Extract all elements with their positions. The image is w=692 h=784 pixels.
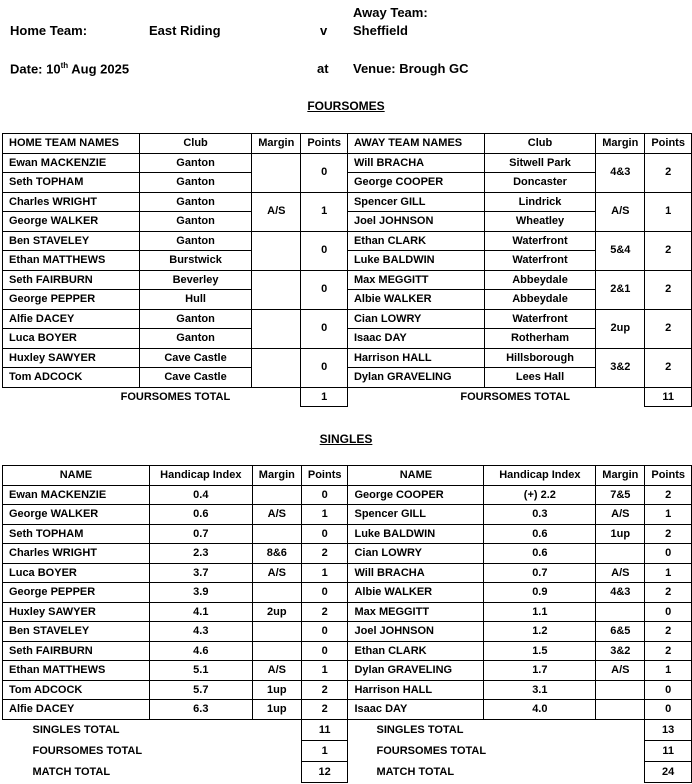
home-margin: 2up — [252, 602, 301, 622]
table-row — [3, 680, 692, 700]
away-margin: 2up — [596, 309, 645, 348]
away-player-name: Cian LOWRY — [347, 309, 484, 329]
table-row — [3, 368, 692, 388]
away-player-club: Abbeydale — [484, 290, 596, 310]
away-player-name: Ethan CLARK — [347, 231, 484, 251]
away-player-name: Albie WALKER — [348, 583, 484, 603]
home-points: 1 — [301, 563, 348, 583]
home-handicap: 6.3 — [149, 700, 252, 720]
home-points: 1 — [301, 192, 348, 231]
away-handicap: 0.9 — [484, 583, 596, 603]
home-player-club: Burstwick — [139, 251, 251, 271]
away-margin: 2&1 — [596, 270, 645, 309]
home-handicap: 3.7 — [149, 563, 252, 583]
away-margin: 6&5 — [596, 622, 645, 642]
home-player-name: Ethan MATTHEWS — [3, 661, 150, 681]
away-player-name: Ethan CLARK — [348, 641, 484, 661]
away-handicap: 0.7 — [484, 563, 596, 583]
home-foursomes-total: 1 — [301, 387, 348, 407]
home-player-name: Tom ADCOCK — [3, 368, 140, 388]
away-handicap: (+) 2.2 — [484, 485, 596, 505]
handicap-header: Handicap Index — [484, 466, 596, 486]
away-margin: A/S — [596, 192, 645, 231]
home-points: 2 — [301, 700, 348, 720]
home-player-name: Seth FAIRBURN — [3, 270, 140, 290]
away-points: 2 — [645, 641, 692, 661]
foursomes-total-label: FOURSOMES TOTAL — [120, 390, 231, 403]
away-player-name: Will BRACHA — [348, 563, 484, 583]
away-player-name: Will BRACHA — [347, 153, 484, 173]
home-player-name: Huxley SAWYER — [3, 348, 140, 368]
away-points: 0 — [645, 544, 692, 564]
away-points: 1 — [645, 505, 692, 525]
table-row — [3, 173, 692, 193]
away-margin: A/S — [596, 505, 645, 525]
home-margin: A/S — [252, 192, 301, 231]
away-player-name: Cian LOWRY — [348, 544, 484, 564]
away-margin — [596, 544, 645, 564]
totals-row — [3, 761, 692, 782]
home-player-name: George PEPPER — [3, 290, 140, 310]
home-margin — [252, 309, 301, 348]
total-label: SINGLES TOTAL — [376, 723, 464, 736]
points-header: Points — [645, 466, 692, 486]
table-row — [3, 622, 692, 642]
away-team-label: Away Team: — [353, 5, 428, 20]
table-row — [3, 485, 692, 505]
home-player-club: Ganton — [139, 173, 251, 193]
total-label: MATCH TOTAL — [32, 765, 111, 778]
table-row — [3, 661, 692, 681]
table-row — [3, 700, 692, 720]
away-player-name: George COOPER — [347, 173, 484, 193]
away-player-name: Luke BALDWIN — [348, 524, 484, 544]
away-handicap: 1.5 — [484, 641, 596, 661]
away-margin — [596, 602, 645, 622]
margin-header: Margin — [252, 134, 301, 154]
home-player-name: George WALKER — [3, 212, 140, 232]
singles-table — [2, 465, 692, 783]
name-header: NAME — [3, 466, 150, 486]
home-player-name: Alfie DACEY — [3, 700, 150, 720]
away-player-club: Lees Hall — [484, 368, 596, 388]
away-points: 2 — [645, 524, 692, 544]
away-handicap: 1.2 — [484, 622, 596, 642]
away-points: 0 — [645, 680, 692, 700]
away-player-name: Harrison HALL — [348, 680, 484, 700]
points-header: Points — [301, 134, 348, 154]
away-team-name: Sheffield — [353, 23, 408, 38]
table-row — [3, 563, 692, 583]
away-player-club: Hillsborough — [484, 348, 596, 368]
total-label: FOURSOMES TOTAL — [376, 744, 487, 757]
home-names-header: HOME TEAM NAMES — [3, 134, 140, 154]
table-row — [3, 329, 692, 349]
at-label: at — [317, 61, 329, 76]
home-player-name: Seth TOPHAM — [3, 524, 150, 544]
away-player-name: Max MEGGITT — [347, 270, 484, 290]
away-foursomes-total: 11 — [645, 387, 692, 407]
away-points: 2 — [645, 153, 692, 192]
home-handicap: 5.1 — [149, 661, 252, 681]
away-margin: 7&5 — [596, 485, 645, 505]
away-margin — [596, 700, 645, 720]
home-player-name: Ewan MACKENZIE — [3, 153, 140, 173]
home-player-club: Ganton — [139, 212, 251, 232]
away-points: 2 — [645, 485, 692, 505]
home-margin: A/S — [252, 661, 301, 681]
home-margin — [252, 524, 301, 544]
home-margin — [252, 622, 301, 642]
total-label: MATCH TOTAL — [376, 765, 455, 778]
home-points: 0 — [301, 231, 348, 270]
home-margin — [252, 270, 301, 309]
home-player-club: Beverley — [139, 270, 251, 290]
away-margin: 4&3 — [596, 153, 645, 192]
table-row — [3, 348, 692, 368]
away-player-club: Rotherham — [484, 329, 596, 349]
away-player-name: Dylan GRAVELING — [347, 368, 484, 388]
home-team-name: East Riding — [149, 23, 221, 38]
home-points: 0 — [301, 622, 348, 642]
away-player-name: Spencer GILL — [347, 192, 484, 212]
home-total: 12 — [301, 761, 348, 782]
away-player-name: Luke BALDWIN — [347, 251, 484, 271]
away-points: 2 — [645, 231, 692, 270]
away-player-club: Waterfront — [484, 309, 596, 329]
home-player-name: Huxley SAWYER — [3, 602, 150, 622]
home-margin — [252, 153, 301, 192]
margin-header: Margin — [252, 466, 301, 486]
home-player-name: George PEPPER — [3, 583, 150, 603]
away-margin: A/S — [596, 661, 645, 681]
home-player-name: Ethan MATTHEWS — [3, 251, 140, 271]
away-points: 2 — [645, 348, 692, 387]
home-player-club: Ganton — [139, 192, 251, 212]
home-margin — [252, 348, 301, 387]
home-points: 0 — [301, 153, 348, 192]
away-points: 0 — [645, 602, 692, 622]
home-margin: 1up — [252, 680, 301, 700]
home-player-club: Ganton — [139, 309, 251, 329]
table-row — [3, 583, 692, 603]
away-points: 2 — [645, 622, 692, 642]
home-points: 0 — [301, 524, 348, 544]
table-row — [3, 192, 692, 212]
away-player-club: Doncaster — [484, 173, 596, 193]
away-player-club: Waterfront — [484, 251, 596, 271]
home-total: 1 — [301, 740, 348, 761]
singles-header-row — [3, 466, 692, 486]
home-player-name: Tom ADCOCK — [3, 680, 150, 700]
home-player-name: Charles WRIGHT — [3, 544, 150, 564]
home-handicap: 4.1 — [149, 602, 252, 622]
foursomes-total-row — [3, 387, 692, 407]
away-player-club: Abbeydale — [484, 270, 596, 290]
away-player-name: Joel JOHNSON — [348, 622, 484, 642]
foursomes-title: FOURSOMES — [307, 99, 385, 113]
home-handicap: 4.6 — [149, 641, 252, 661]
home-points: 2 — [301, 544, 348, 564]
foursomes-header-row — [3, 134, 692, 154]
table-row — [3, 602, 692, 622]
away-points: 1 — [645, 192, 692, 231]
table-row — [3, 270, 692, 290]
home-player-name: Ben STAVELEY — [3, 231, 140, 251]
away-player-name: Isaac DAY — [347, 329, 484, 349]
table-row — [3, 641, 692, 661]
foursomes-table — [2, 133, 692, 407]
home-player-club: Ganton — [139, 153, 251, 173]
home-points: 1 — [301, 661, 348, 681]
totals-row — [3, 740, 692, 761]
away-handicap: 4.0 — [484, 700, 596, 720]
home-handicap: 2.3 — [149, 544, 252, 564]
away-points: 2 — [645, 309, 692, 348]
away-margin: 3&2 — [596, 641, 645, 661]
away-player-name: Dylan GRAVELING — [348, 661, 484, 681]
home-margin: A/S — [252, 505, 301, 525]
home-margin — [252, 641, 301, 661]
away-handicap: 3.1 — [484, 680, 596, 700]
away-points: 2 — [645, 583, 692, 603]
away-points: 2 — [645, 270, 692, 309]
table-row — [3, 212, 692, 232]
handicap-header: Handicap Index — [149, 466, 252, 486]
home-team-label: Home Team: — [10, 23, 88, 38]
away-handicap: 0.6 — [484, 524, 596, 544]
away-handicap: 0.3 — [484, 505, 596, 525]
away-player-club: Wheatley — [484, 212, 596, 232]
home-player-club: Ganton — [139, 329, 251, 349]
table-row — [3, 231, 692, 251]
margin-header: Margin — [596, 134, 645, 154]
away-margin: 5&4 — [596, 231, 645, 270]
home-handicap: 0.4 — [149, 485, 252, 505]
table-row — [3, 153, 692, 173]
away-player-name: Joel JOHNSON — [347, 212, 484, 232]
home-player-name: George WALKER — [3, 505, 150, 525]
away-player-club: Sitwell Park — [484, 153, 596, 173]
total-label: SINGLES TOTAL — [32, 723, 120, 736]
home-margin — [252, 485, 301, 505]
home-player-name: Ewan MACKENZIE — [3, 485, 150, 505]
home-points: 2 — [301, 680, 348, 700]
away-margin: 4&3 — [596, 583, 645, 603]
home-margin: 1up — [252, 700, 301, 720]
table-row — [3, 505, 692, 525]
away-total: 13 — [645, 719, 692, 740]
totals-row — [3, 719, 692, 740]
home-player-name: Seth TOPHAM — [3, 173, 140, 193]
versus-label: v — [320, 23, 328, 38]
table-row — [3, 544, 692, 564]
club-header: Club — [484, 134, 596, 154]
away-margin: 3&2 — [596, 348, 645, 387]
away-total: 11 — [645, 740, 692, 761]
away-player-club: Lindrick — [484, 192, 596, 212]
home-player-name: Seth FAIRBURN — [3, 641, 150, 661]
home-player-club: Hull — [139, 290, 251, 310]
home-points: 0 — [301, 583, 348, 603]
away-handicap: 1.7 — [484, 661, 596, 681]
table-row — [3, 290, 692, 310]
home-player-name: Luca BOYER — [3, 563, 150, 583]
home-handicap: 4.3 — [149, 622, 252, 642]
away-player-name: Isaac DAY — [348, 700, 484, 720]
home-points: 0 — [301, 348, 348, 387]
home-points: 0 — [301, 485, 348, 505]
venue: Venue: Brough GC — [353, 61, 469, 76]
home-player-club: Ganton — [139, 231, 251, 251]
singles-title: SINGLES — [319, 432, 373, 446]
home-margin — [252, 583, 301, 603]
points-header: Points — [301, 466, 348, 486]
home-margin: A/S — [252, 563, 301, 583]
away-player-name: Spencer GILL — [348, 505, 484, 525]
points-header: Points — [645, 134, 692, 154]
match-date: Date: 10th Aug 2025 — [10, 61, 130, 77]
home-margin: 8&6 — [252, 544, 301, 564]
away-margin — [596, 680, 645, 700]
home-handicap: 0.7 — [149, 524, 252, 544]
home-player-name: Charles WRIGHT — [3, 192, 140, 212]
home-points: 2 — [301, 602, 348, 622]
home-player-name: Luca BOYER — [3, 329, 140, 349]
home-handicap: 3.9 — [149, 583, 252, 603]
away-points: 1 — [645, 661, 692, 681]
club-header: Club — [139, 134, 251, 154]
home-points: 0 — [301, 270, 348, 309]
margin-header: Margin — [596, 466, 645, 486]
away-player-name: Albie WALKER — [347, 290, 484, 310]
home-handicap: 5.7 — [149, 680, 252, 700]
away-margin: 1up — [596, 524, 645, 544]
away-player-name: Max MEGGITT — [348, 602, 484, 622]
away-total: 24 — [645, 761, 692, 782]
foursomes-total-label: FOURSOMES TOTAL — [460, 390, 570, 403]
home-handicap: 0.6 — [149, 505, 252, 525]
home-margin — [252, 231, 301, 270]
home-player-club: Cave Castle — [139, 348, 251, 368]
home-points: 0 — [301, 641, 348, 661]
away-handicap: 1.1 — [484, 602, 596, 622]
away-player-name: George COOPER — [348, 485, 484, 505]
table-row — [3, 251, 692, 271]
away-margin: A/S — [596, 563, 645, 583]
home-points: 1 — [301, 505, 348, 525]
home-player-club: Cave Castle — [139, 368, 251, 388]
away-points: 1 — [645, 563, 692, 583]
home-points: 0 — [301, 309, 348, 348]
home-player-name: Ben STAVELEY — [3, 622, 150, 642]
table-row — [3, 309, 692, 329]
away-names-header: AWAY TEAM NAMES — [347, 134, 484, 154]
away-points: 0 — [645, 700, 692, 720]
away-player-name: Harrison HALL — [347, 348, 484, 368]
table-row — [3, 524, 692, 544]
away-player-club: Waterfront — [484, 231, 596, 251]
total-label: FOURSOMES TOTAL — [32, 744, 143, 757]
name-header: NAME — [348, 466, 484, 486]
home-player-name: Alfie DACEY — [3, 309, 140, 329]
home-total: 11 — [301, 719, 348, 740]
away-handicap: 0.6 — [484, 544, 596, 564]
